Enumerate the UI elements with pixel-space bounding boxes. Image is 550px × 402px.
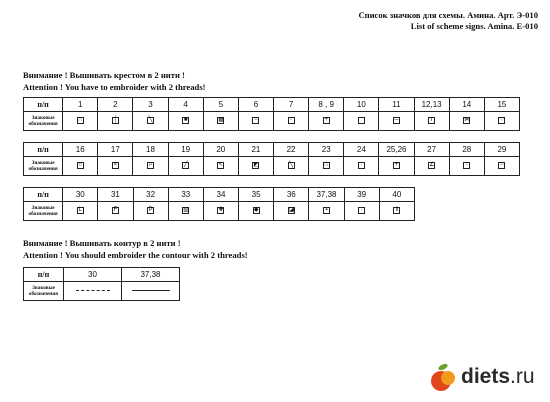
symbol-number: 37,38 [309, 188, 344, 202]
angle-square-icon: ∠ [429, 162, 435, 169]
dotted-square-icon: ⁘ [499, 117, 505, 124]
symbol-cell [274, 157, 309, 176]
symbol-row [24, 112, 520, 131]
symbol-cell [168, 157, 203, 176]
cross-stitch-note [23, 69, 206, 93]
note-ru: Внимание ! Вышивать крестом в 2 нити ! [23, 70, 185, 80]
arrow-square-icon: ↖ [218, 162, 224, 169]
symbol-number: 36 [274, 188, 309, 202]
sym-header-line1: Знаковые [31, 205, 55, 211]
dot-grid-square-icon: ∴ [324, 162, 329, 169]
num-header: п/п [24, 188, 63, 202]
grid-square-icon: ▦ [218, 117, 224, 124]
dot-square-icon: · [358, 162, 365, 169]
symbol-cell [484, 112, 519, 131]
sym-header-line1: Знаковые [32, 285, 55, 291]
number-row [24, 143, 520, 157]
cross-square-icon: + [324, 117, 328, 124]
contour-note [23, 237, 248, 261]
symbol-number: 30 [63, 188, 98, 202]
symbol-number: 33 [168, 188, 203, 202]
symbol-table-2 [23, 142, 520, 176]
watermark-tld: .ru [510, 365, 535, 388]
sym-header-line2: обозначения [28, 211, 58, 217]
num-header: п/п [24, 98, 63, 112]
x-square-icon: × [113, 162, 118, 169]
f-square-icon: F [113, 207, 118, 214]
symbol-number: 5 [203, 98, 238, 112]
symbol-cell [309, 112, 344, 131]
apple-icon [431, 363, 455, 391]
symbol-cell [344, 157, 379, 176]
symbol-number: 16 [63, 143, 98, 157]
symbol-number: 10 [344, 98, 379, 112]
minus-square-icon: − [254, 117, 258, 124]
symbol-row [24, 157, 520, 176]
symbol-number: 34 [203, 188, 238, 202]
open-square-icon [358, 117, 365, 124]
sym-header-line1: Знаковые [31, 115, 55, 121]
symbol-cell [133, 112, 168, 131]
symbol-number: 25,26 [379, 143, 414, 157]
symbol-cell [379, 202, 414, 221]
symbol-cell [449, 112, 484, 131]
watermark-brand: diets [461, 365, 511, 388]
dot-grid-square-icon: ∴ [78, 117, 83, 124]
bowtie-square-icon: ⋈ [464, 117, 471, 124]
symbol-cell [203, 112, 238, 131]
symbol-number: 8 , 9 [309, 98, 344, 112]
corner-square-icon: ⌐ [148, 162, 153, 169]
symbol-cell [98, 157, 133, 176]
symbol-number: 12,13 [414, 98, 449, 112]
diamond-square-icon: ◆ [253, 207, 259, 214]
symbol-cell [64, 282, 122, 301]
dot-ring-square-icon: ◦ [288, 117, 295, 124]
num-header: п/п [24, 143, 63, 157]
sym-header [24, 282, 64, 301]
sym-header-line1: Знаковые [31, 160, 55, 166]
document-header [358, 10, 538, 32]
dashed-line-icon [76, 290, 110, 291]
symbol-number: 21 [238, 143, 273, 157]
symbol-number: 28 [449, 143, 484, 157]
contour-table [23, 267, 180, 301]
symbol-cell [238, 157, 273, 176]
symbol-cell [168, 112, 203, 131]
symbol-cell [484, 157, 519, 176]
symbol-cell [122, 282, 180, 301]
symbol-cell [414, 157, 449, 176]
symbol-cell [203, 157, 238, 176]
cross-square-icon: + [394, 162, 399, 169]
symbol-number: 39 [344, 188, 379, 202]
slash-square-icon: ╲ [289, 162, 293, 169]
symbol-cell [344, 112, 379, 131]
symbol-number: 32 [133, 188, 168, 202]
solid-line-icon [132, 290, 170, 291]
symbol-number: 7 [274, 98, 309, 112]
symbol-number: 20 [203, 143, 238, 157]
dot-ring-square-icon: ◦ [463, 162, 470, 169]
symbol-table-3 [23, 187, 415, 221]
symbol-cell [309, 202, 344, 221]
symbol-number: 19 [168, 143, 203, 157]
symbol-number: 23 [309, 143, 344, 157]
num-header: п/п [24, 268, 64, 282]
symbol-cell [449, 157, 484, 176]
bars-square-icon: ‖ [393, 207, 400, 214]
diag-square-icon: ╱ [183, 162, 188, 169]
header-title-en: List of scheme signs. Amina. E-010 [410, 21, 538, 31]
symbol-number: 18 [133, 143, 168, 157]
sym-header [24, 112, 63, 131]
number-row [24, 98, 520, 112]
symbol-cell [63, 202, 98, 221]
minus-square-icon: − [500, 162, 504, 169]
symbol-cell [63, 157, 98, 176]
symbol-table-1 [23, 97, 520, 131]
symbol-number: 22 [274, 143, 309, 157]
symbol-row [24, 202, 415, 221]
symbol-number: 37,38 [122, 268, 180, 282]
symbol-number: 24 [344, 143, 379, 157]
hatched-square-icon: ▧ [183, 207, 189, 214]
sym-header-line2: обозначения [28, 121, 58, 127]
symbol-cell [379, 157, 414, 176]
symbol-number: 14 [449, 98, 484, 112]
note-en: Attention ! You have to embroider with 2 threads! [23, 82, 206, 92]
p-square-icon: P [148, 207, 153, 214]
symbol-number: 40 [379, 188, 414, 202]
watermark-text [461, 365, 535, 389]
note-ru: Внимание ! Вышивать контур в 2 нити ! [23, 238, 181, 248]
symbol-cell [133, 157, 168, 176]
sym-header [24, 202, 63, 221]
plus-filled-square-icon: ✚ [218, 207, 224, 214]
symbol-cell [168, 202, 203, 221]
symbol-cell [344, 202, 379, 221]
symbol-number: 2 [98, 98, 133, 112]
symbol-cell [133, 202, 168, 221]
ring-square-icon: ○ [78, 162, 83, 169]
number-row [24, 268, 180, 282]
symbol-cell [203, 202, 238, 221]
symbol-number: 3 [133, 98, 168, 112]
hline-square-icon: ─ [394, 117, 399, 124]
note-en: Attention ! You should embroider the contour with 2 threads! [23, 250, 248, 260]
header-title-ru: Список значков для схемы. Амина. Арт. Э-010 [358, 10, 538, 20]
symbol-number: 29 [484, 143, 519, 157]
number-row [24, 188, 415, 202]
sym-header-line2: обозначения [28, 166, 58, 172]
filled-center-square-icon: ▪ [323, 207, 330, 214]
symbol-number: 30 [64, 268, 122, 282]
t-square-icon: т [428, 117, 435, 124]
symbol-cell [63, 112, 98, 131]
symbol-cell [238, 112, 273, 131]
symbol-number: 1 [63, 98, 98, 112]
vline-square-icon: │ [113, 117, 118, 124]
symbol-cell [239, 202, 274, 221]
half-filled-square-icon: ◩ [253, 162, 260, 169]
sym-header-line2: обозначения [28, 291, 59, 297]
symbol-cell [98, 112, 133, 131]
symbol-number: 31 [98, 188, 133, 202]
slash-square-icon: ╲ [148, 117, 153, 124]
symbol-number: 11 [379, 98, 414, 112]
l-square-icon: L [78, 207, 82, 214]
symbol-number: 35 [239, 188, 274, 202]
symbol-cell [274, 202, 309, 221]
filled-square-icon: ■ [183, 117, 188, 124]
symbol-number: 27 [414, 143, 449, 157]
symbol-cell [309, 157, 344, 176]
symbol-cell [414, 112, 449, 131]
symbol-row [24, 282, 180, 301]
symbol-number: 15 [484, 98, 519, 112]
slash-corner-square-icon: ◪ [288, 207, 295, 214]
symbol-number: 4 [168, 98, 203, 112]
dot-square-icon: · [358, 207, 365, 214]
symbol-cell [379, 112, 414, 131]
symbol-number: 6 [238, 98, 273, 112]
symbol-cell [274, 112, 309, 131]
symbol-number: 17 [98, 143, 133, 157]
sym-header [24, 157, 63, 176]
symbol-cell [98, 202, 133, 221]
